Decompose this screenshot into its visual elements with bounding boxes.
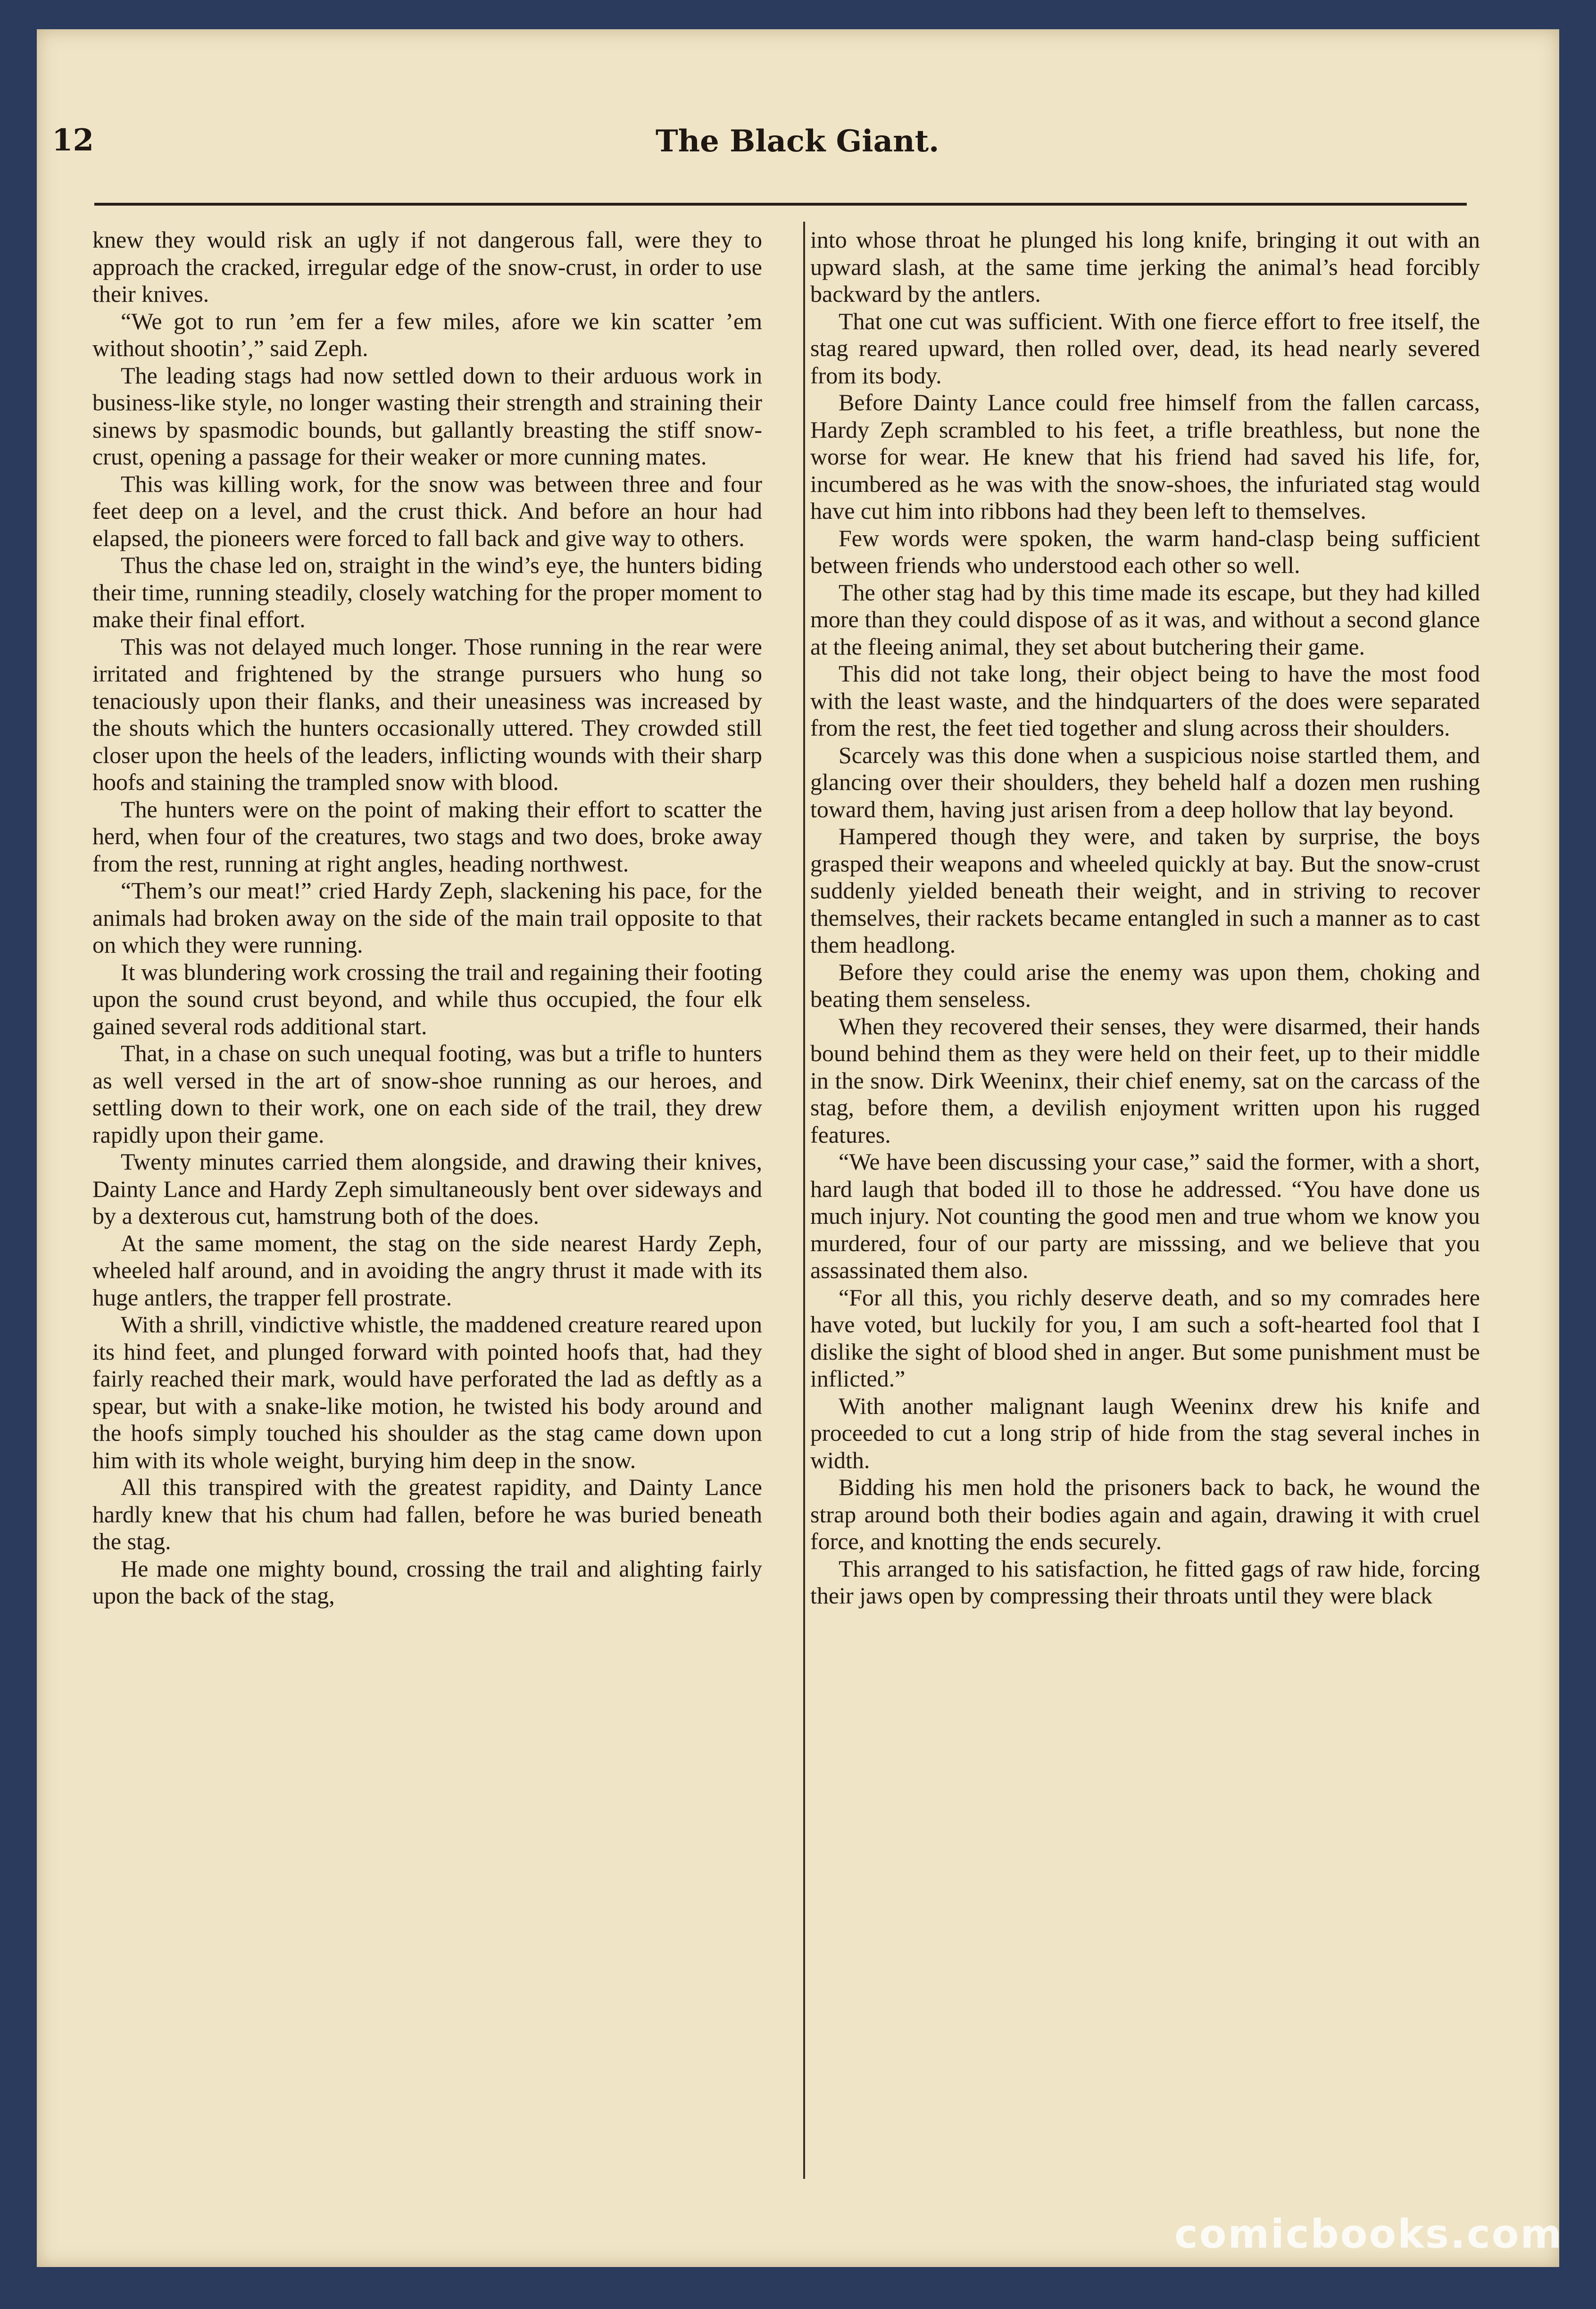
paragraph: Before they could arise the enemy was upon them, choking and beating them senseless. (810, 958, 1480, 1012)
paragraph: “We have been discussing your case,” said the former, with a short, hard laugh that boded ill to those he addressed. “You have done us much injury. Not counting the good men and true whom we know you murdered, four of our party are misssing, and we believe that you assassinated them also. (810, 1148, 1480, 1283)
paragraph: knew they would risk an ugly if not dangerous fall, were they to approach the cracked, irregular edge of the snow-crust, in order to use their knives. (92, 226, 762, 307)
page-number: 12 (52, 123, 94, 158)
paragraph: Few words were spoken, the warm hand-clasp being sufficient between friends who understood each other so well. (810, 524, 1480, 578)
paragraph: This was not delayed much longer. Those running in the rear were irritated and frightened by the strange pursuers who hung so tenaciously upon their flanks, and their uneasiness was increased by the shouts which the hunters occasionally uttered. They crowded still closer upon the heels of the leaders, inflicting wounds with their sharp hoofs and staining the trampled snow with blood. (92, 633, 762, 795)
paragraph: The leading stags had now settled down to their arduous work in business-like style, no longer wasting their strength and straining their sinews by spasmodic bounds, but gallantly breasting the stiff snow-crust, opening a passage for their weaker or more cunning mates. (92, 362, 762, 470)
paragraph: This did not take long, their object being to have the most food with the least waste, and the hindquarters of the does were separated from the rest, the feet tied together and slung across their shoulders. (810, 660, 1480, 741)
paragraph: Bidding his men hold the prisoners back to back, he wound the strap around both their bodies again and again, drawing it with cruel force, and knotting the ends securely. (810, 1474, 1480, 1554)
paragraph: “Them’s our meat!” cried Hardy Zeph, slackening his pace, for the animals had broken away on the side of the main trail opposite to that on which they were running. (92, 877, 762, 958)
paragraph: He made one mighty bound, crossing the trail and alighting fairly upon the back of the stag, (92, 1555, 762, 1609)
paragraph: With a shrill, vindictive whistle, the maddened creature reared upon its hind feet, and plunged forward with pointed hoofs that, had they fairly reached their mark, would have perforated the lad as deftly as a spear, but with a snake-like motion, he twisted his body around and the hoofs simply touched his shoulder as the stag came down upon him with its whole weight, burying him deep in the snow. (92, 1311, 762, 1473)
paragraph: into whose throat he plunged his long knife, bringing it out with an upward slash, at the same time jerking the animal’s head forcibly backward by the antlers. (810, 226, 1480, 307)
right-column (810, 226, 1480, 2188)
paragraph: “For all this, you richly deserve death, and so my comrades here have voted, but luckily for you, I am such a soft-hearted fool that I dislike the sight of blood shed in anger. But some punishment must be inflicted.” (810, 1284, 1480, 1392)
paragraph: The hunters were on the point of making their effort to scatter the herd, when four of the creatures, two stags and two does, broke away from the rest, running at right angles, heading northwest. (92, 796, 762, 877)
paragraph: That, in a chase on such unequal footing, was but a trifle to hunters as well versed in the art of snow-shoe running as our heroes, and settling down to their work, one on each side of the trail, they drew rapidly upon their game. (92, 1040, 762, 1148)
paragraph: When they recovered their senses, they were disarmed, their hands bound behind them as they were held on their feet, up to their middle in the snow. Dirk Weeninx, their chief enemy, sat on the carcass of the stag, before them, a devilish enjoyment written upon his rugged features. (810, 1013, 1480, 1148)
paragraph: Twenty minutes carried them alongside, and drawing their knives, Dainty Lance and Hardy Zeph simultaneously bent over sideways and by a dexterous cut, hamstrung both of the does. (92, 1148, 762, 1229)
running-head: The Black Giant. (656, 124, 939, 159)
paragraph: Scarcely was this done when a suspicious noise startled them, and glancing over their shoulders, they beheld half a dozen men rushing toward them, having just arisen from a deep hollow that lay beyond. (810, 741, 1480, 822)
left-column (92, 226, 762, 2188)
paragraph: This arranged to his satisfaction, he fitted gags of raw hide, forcing their jaws open by compressing their throats until they were black (810, 1555, 1480, 1609)
paragraph: Before Dainty Lance could free himself from the fallen carcass, Hardy Zeph scrambled to his feet, a trifle breathless, but none the worse for wear. He knew that his friend had saved his life, for, incumbered as he was with the snow-shoes, the infuriated stag would have cut him into ribbons had they been left to themselves. (810, 389, 1480, 524)
paragraph: With another malignant laugh Weeninx drew his knife and proceeded to cut a long strip of hide from the stag several inches in width. (810, 1392, 1480, 1473)
column-divider (803, 222, 805, 2179)
paragraph: The other stag had by this time made its escape, but they had killed more than they could dispose of as it was, and without a second glance at the fleeing animal, they set about butchering their game. (810, 579, 1480, 660)
paragraph: This was killing work, for the snow was between three and four feet deep on a level, and the crust thick. And before an hour had elapsed, the pioneers were forced to fall back and give way to others. (92, 470, 762, 551)
paragraph: “We got to run ’em fer a few miles, afore we kin scatter ’em without shootin’,” said Zeph. (92, 307, 762, 361)
paragraph: It was blundering work crossing the trail and regaining their footing upon the sound crust beyond, and while thus occupied, the four elk gained several rods additional start. (92, 958, 762, 1039)
site-watermark: comicbooks.com (1174, 2211, 1563, 2257)
paragraph: Hampered though they were, and taken by surprise, the boys grasped their weapons and wheeled quickly at bay. But the snow-crust suddenly yielded beneath their weight, and in striving to recover themselves, their rackets became entangled in such a manner as to cast them headlong. (810, 823, 1480, 958)
paragraph: Thus the chase led on, straight in the wind’s eye, the hunters biding their time, running steadily, closely watching for the proper moment to make their final effort. (92, 552, 762, 632)
paragraph: At the same moment, the stag on the side nearest Hardy Zeph, wheeled half around, and in avoiding the angry thrust it made with its huge antlers, the trapper fell prostrate. (92, 1229, 762, 1311)
paragraph: That one cut was sufficient. With one fierce effort to free itself, the stag reared upward, then rolled over, dead, its head nearly severed from its body. (810, 307, 1480, 389)
paragraph: All this transpired with the greatest rapidity, and Dainty Lance hardly knew that his chum had fallen, before he was buried beneath the stag. (92, 1474, 762, 1554)
